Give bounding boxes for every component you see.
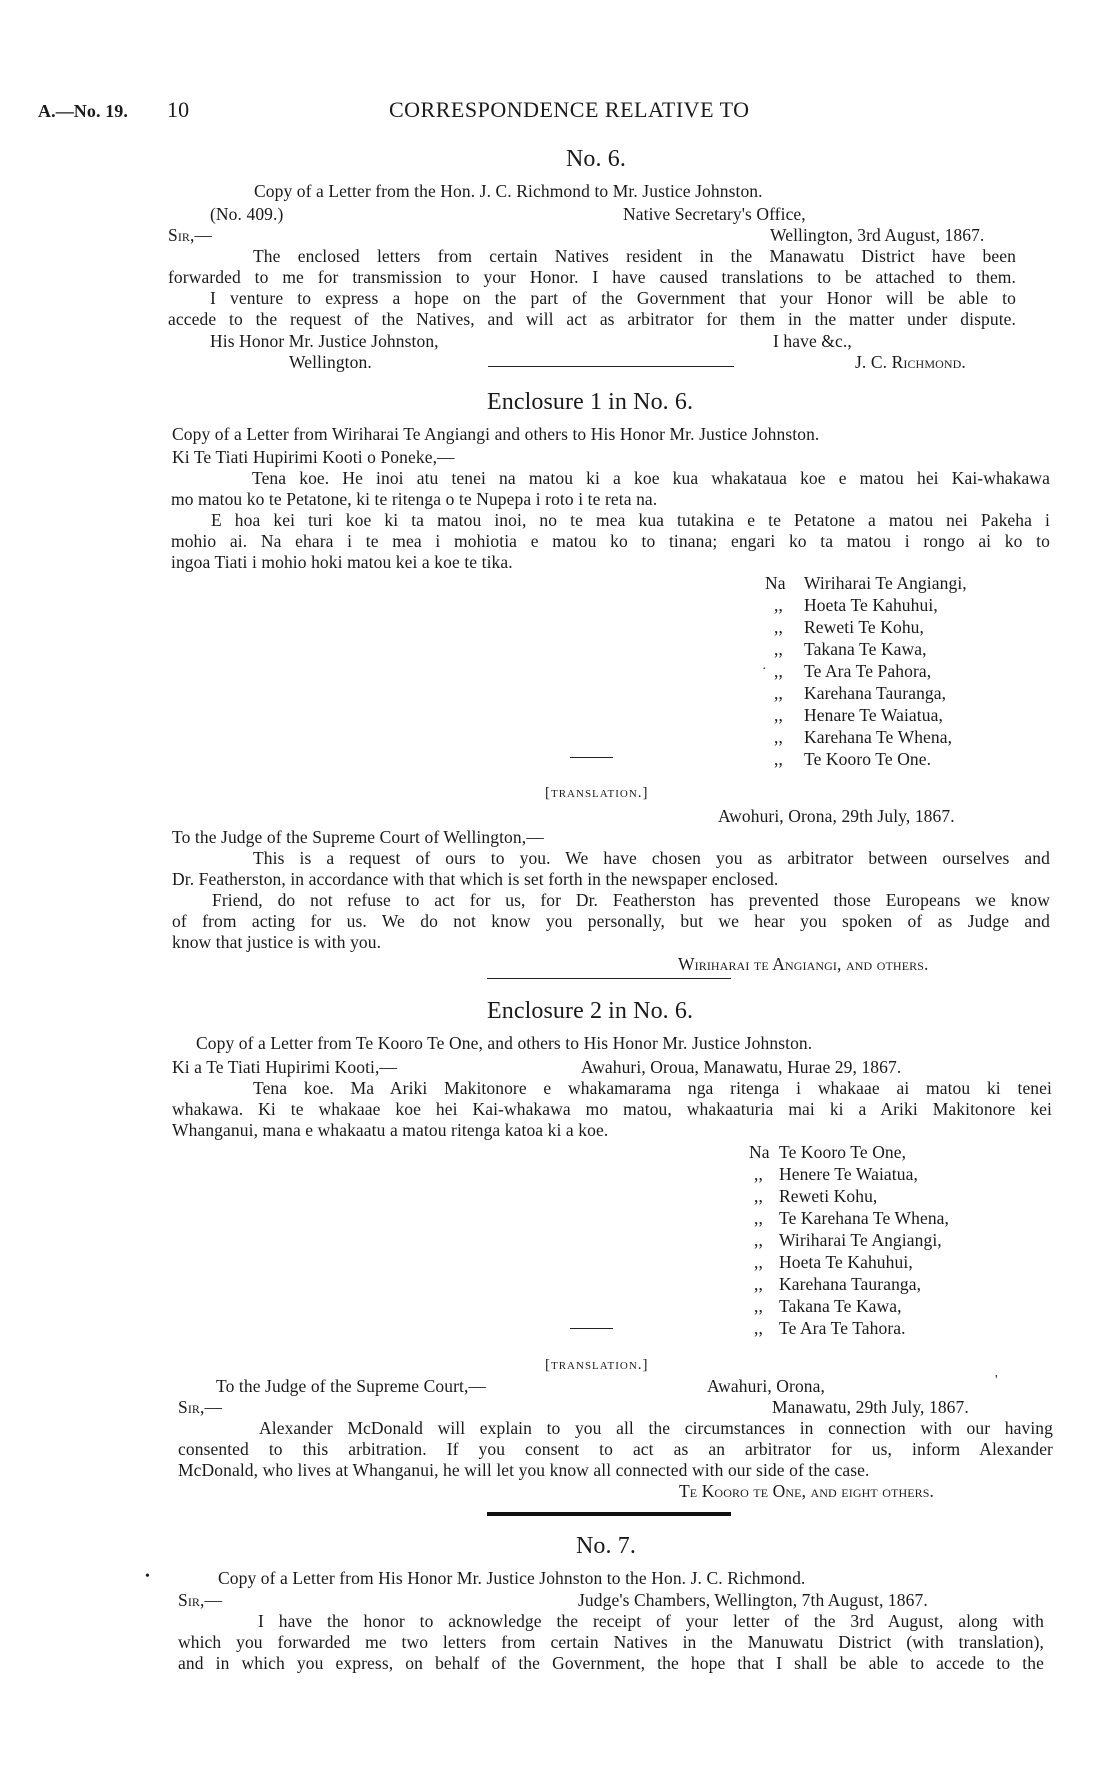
- no7-salutation: Sir,—: [178, 1590, 223, 1610]
- encl2-place-date: Awahuri, Oroua, Manawatu, Hurae 29, 1867.: [581, 1057, 902, 1077]
- encl1-trans-place-date: Awohuri, Orona, 29th July, 1867.: [718, 806, 955, 826]
- encl1-body-line: Tena koe. He inoi atu tenei na matou ki a koe kua whakataua koe e matou hei Kai-whakawa: [252, 468, 1050, 488]
- encl2-body-line: Tena koe. Ma Ariki Makitonore e whakamarama nga ritenga i whakaae ai matou ki tenei: [253, 1078, 1052, 1098]
- encl2-trans-body-line: Alexander McDonald will explain to you all the circumstances in connection with our having: [259, 1418, 1053, 1438]
- no6-body-line: forwarded to me for transmission to your Honor. I have caused translations to be attached to them.: [168, 267, 1016, 287]
- encl2-subtitle: Copy of a Letter from Te Kooro Te One, and others to His Honor Mr. Justice Johnston.: [196, 1033, 813, 1053]
- no6-body-line: The enclosed letters from certain Natives resident in the Manawatu District have been: [253, 246, 1016, 266]
- translation-label: [translation.]: [545, 785, 649, 801]
- short-divider: [570, 1328, 613, 1329]
- signatory-name: Wiriharai Te Angiangi,: [779, 1230, 942, 1250]
- signatory-name: Takana Te Kawa,: [779, 1296, 902, 1316]
- encl2-trans-body-line: McDonald, who lives at Whanganui, he will let you know all connected with our side of the case.: [178, 1460, 870, 1480]
- ditto-mark: ,,: [774, 683, 783, 703]
- signatory-name: Te Kooro Te One.: [804, 749, 932, 769]
- signatory-name: Te Ara Te Pahora,: [804, 661, 932, 681]
- ditto-mark: ,,: [754, 1318, 763, 1338]
- ditto-mark: ,,: [774, 749, 783, 769]
- encl2-trans-date: Manawatu, 29th July, 1867.: [772, 1397, 969, 1417]
- signatory-prefix: Na: [765, 573, 786, 593]
- ditto-mark: ,,: [774, 705, 783, 725]
- signatory-name: Henare Te Waiatua,: [804, 705, 943, 725]
- ditto-mark: ,,: [754, 1230, 763, 1250]
- section-divider: [487, 978, 731, 979]
- encl1-body-line: ingoa Tiati i mohio hoki matou kei a koe te tika.: [171, 552, 513, 572]
- encl1-trans-body-line: of from acting for us. We do not know you personally, but we hear you spoken of as Judge and: [172, 911, 1050, 931]
- encl1-heading: Enclosure 1 in No. 6.: [487, 389, 694, 415]
- translation-label: [translation.]: [545, 1357, 649, 1373]
- ditto-mark: ,,: [754, 1164, 763, 1184]
- no6-salutation: Sir,—: [168, 225, 213, 245]
- encl1-trans-body-line: Dr. Featherston, in accordance with that which is set forth in the newspaper enclosed.: [172, 869, 779, 889]
- no6-body-line: accede to the request of the Natives, and will act as arbitrator for them in the matter under dispute.: [168, 309, 1016, 329]
- encl1-body-line: mo matou ko te Petatone, ki te ritenga o te Nupepa i roto i te reta na.: [171, 489, 658, 509]
- signatory-name: Henere Te Waiatua,: [779, 1164, 918, 1184]
- encl1-trans-signature: Wiriharai te Angiangi, and others.: [678, 954, 929, 974]
- no6-subtitle: Copy of a Letter from the Hon. J. C. Richmond to Mr. Justice Johnston.: [254, 181, 763, 201]
- encl2-trans-salutation: Sir,—: [178, 1397, 223, 1417]
- section-divider: [488, 366, 734, 367]
- no7-body-line: and in which you express, on behalf of the Government, the hope that I shall be able to accede to the: [178, 1653, 1044, 1673]
- encl1-trans-body-line: This is a request of ours to you. We have chosen you as arbitrator between ourselves and: [253, 848, 1050, 868]
- thick-section-divider: [487, 1512, 731, 1516]
- ditto-mark: ,,: [774, 639, 783, 659]
- ditto-mark: ,,: [774, 617, 783, 637]
- encl1-body-line: mohio ai. Na ehara i te mea i mohiotia e matou ko to tinana; engari ko ta matou i rongo ai ko to: [171, 531, 1050, 551]
- stray-mark: ·: [762, 662, 767, 677]
- signatory-name: Hoeta Te Kahuhui,: [779, 1252, 913, 1272]
- encl1-trans-body-line: Friend, do not refuse to act for us, for Dr. Featherston has prevented those Europeans we know: [212, 890, 1050, 910]
- signatory-name: Karehana Tauranga,: [804, 683, 947, 703]
- series-number: A.—No. 19.: [38, 101, 128, 121]
- signatory-name: Wiriharai Te Angiangi,: [804, 573, 967, 593]
- no6-office: Native Secretary's Office,: [623, 204, 806, 224]
- encl2-trans-address: To the Judge of the Supreme Court,—: [216, 1376, 487, 1396]
- ditto-mark: ,,: [754, 1208, 763, 1228]
- encl2-heading: Enclosure 2 in No. 6.: [487, 998, 694, 1024]
- signatory-name: Hoeta Te Kahuhui,: [804, 595, 938, 615]
- stray-mark: ': [995, 1373, 998, 1388]
- no6-ref: (No. 409.): [210, 204, 284, 224]
- no6-place-date: Wellington, 3rd August, 1867.: [770, 225, 985, 245]
- encl1-body-line: E hoa kei turi koe ki ta matou inoi, no te mea kua tutakina e te Petatone a matou nei Pakeha i: [211, 510, 1050, 530]
- encl1-subtitle: Copy of a Letter from Wiriharai Te Angiangi and others to His Honor Mr. Justice Johnston.: [172, 424, 820, 444]
- no7-subtitle: Copy of a Letter from His Honor Mr. Justice Johnston to the Hon. J. C. Richmond.: [218, 1568, 806, 1588]
- ditto-mark: ,,: [774, 595, 783, 615]
- ditto-mark: ,,: [774, 727, 783, 747]
- no7-body-line: I have the honor to acknowledge the receipt of your letter of the 3rd August, along with: [258, 1611, 1044, 1631]
- signatory-name: Te Ara Te Tahora.: [779, 1318, 906, 1338]
- signatory-name: Karehana Te Whena,: [804, 727, 953, 747]
- no6-heading: No. 6.: [566, 146, 626, 172]
- ditto-mark: ,,: [754, 1186, 763, 1206]
- signatory-prefix: Na: [749, 1142, 770, 1162]
- signatory-name: Reweti Te Kohu,: [804, 617, 925, 637]
- ditto-mark: ,,: [754, 1274, 763, 1294]
- signatory-name: Reweti Kohu,: [779, 1186, 878, 1206]
- no6-signature: J. C. Richmond.: [855, 352, 966, 372]
- no7-heading: No. 7.: [576, 1533, 636, 1559]
- ditto-mark: ,,: [754, 1252, 763, 1272]
- no7-body-line: which you forwarded me two letters from certain Natives in the Manuwatu District (with translation),: [178, 1632, 1044, 1652]
- signatory-name: Te Kooro Te One,: [779, 1142, 907, 1162]
- signatory-name: Karehana Tauranga,: [779, 1274, 922, 1294]
- encl2-trans-place: Awahuri, Orona,: [707, 1376, 825, 1396]
- no7-place-date: Judge's Chambers, Wellington, 7th August, 1867.: [578, 1590, 928, 1610]
- no6-addressee: His Honor Mr. Justice Johnston,: [210, 331, 439, 351]
- short-divider: [570, 757, 613, 758]
- stray-mark: •: [145, 1569, 150, 1584]
- signatory-name: Te Karehana Te Whena,: [779, 1208, 950, 1228]
- running-title: CORRESPONDENCE RELATIVE TO: [389, 97, 750, 122]
- encl2-body-line: whakawa. Ki te whakaae koe hei Kai-whakawa mo matou, whakaaturia mai ki a Ariki Makitonore kei: [172, 1099, 1052, 1119]
- encl1-trans-body-line: know that justice is with you.: [172, 932, 382, 952]
- no6-closing: I have &c.,: [773, 331, 852, 351]
- page-number: 10: [167, 97, 190, 122]
- signatory-name: Takana Te Kawa,: [804, 639, 927, 659]
- encl2-body-line: Whanganui, mana e whakaatu a matou ritenga katoa ki a koe.: [172, 1120, 609, 1140]
- encl2-trans-body-line: consented to this arbitration. If you consent to act as an arbitrator for us, inform Alexander: [178, 1439, 1053, 1459]
- encl2-trans-signature: Te Kooro te One, and eight others.: [679, 1481, 935, 1501]
- no6-body-line: I venture to express a hope on the part of the Government that your Honor will be able to: [210, 288, 1016, 308]
- ditto-mark: ,,: [774, 661, 783, 681]
- encl1-trans-address: To the Judge of the Supreme Court of Wellington,—: [172, 827, 544, 847]
- no6-addressee-place: Wellington.: [289, 352, 372, 372]
- ditto-mark: ,,: [754, 1296, 763, 1316]
- encl2-address: Ki a Te Tiati Hupirimi Kooti,—: [172, 1057, 398, 1077]
- encl1-address: Ki Te Tiati Hupirimi Kooti o Poneke,—: [172, 447, 455, 467]
